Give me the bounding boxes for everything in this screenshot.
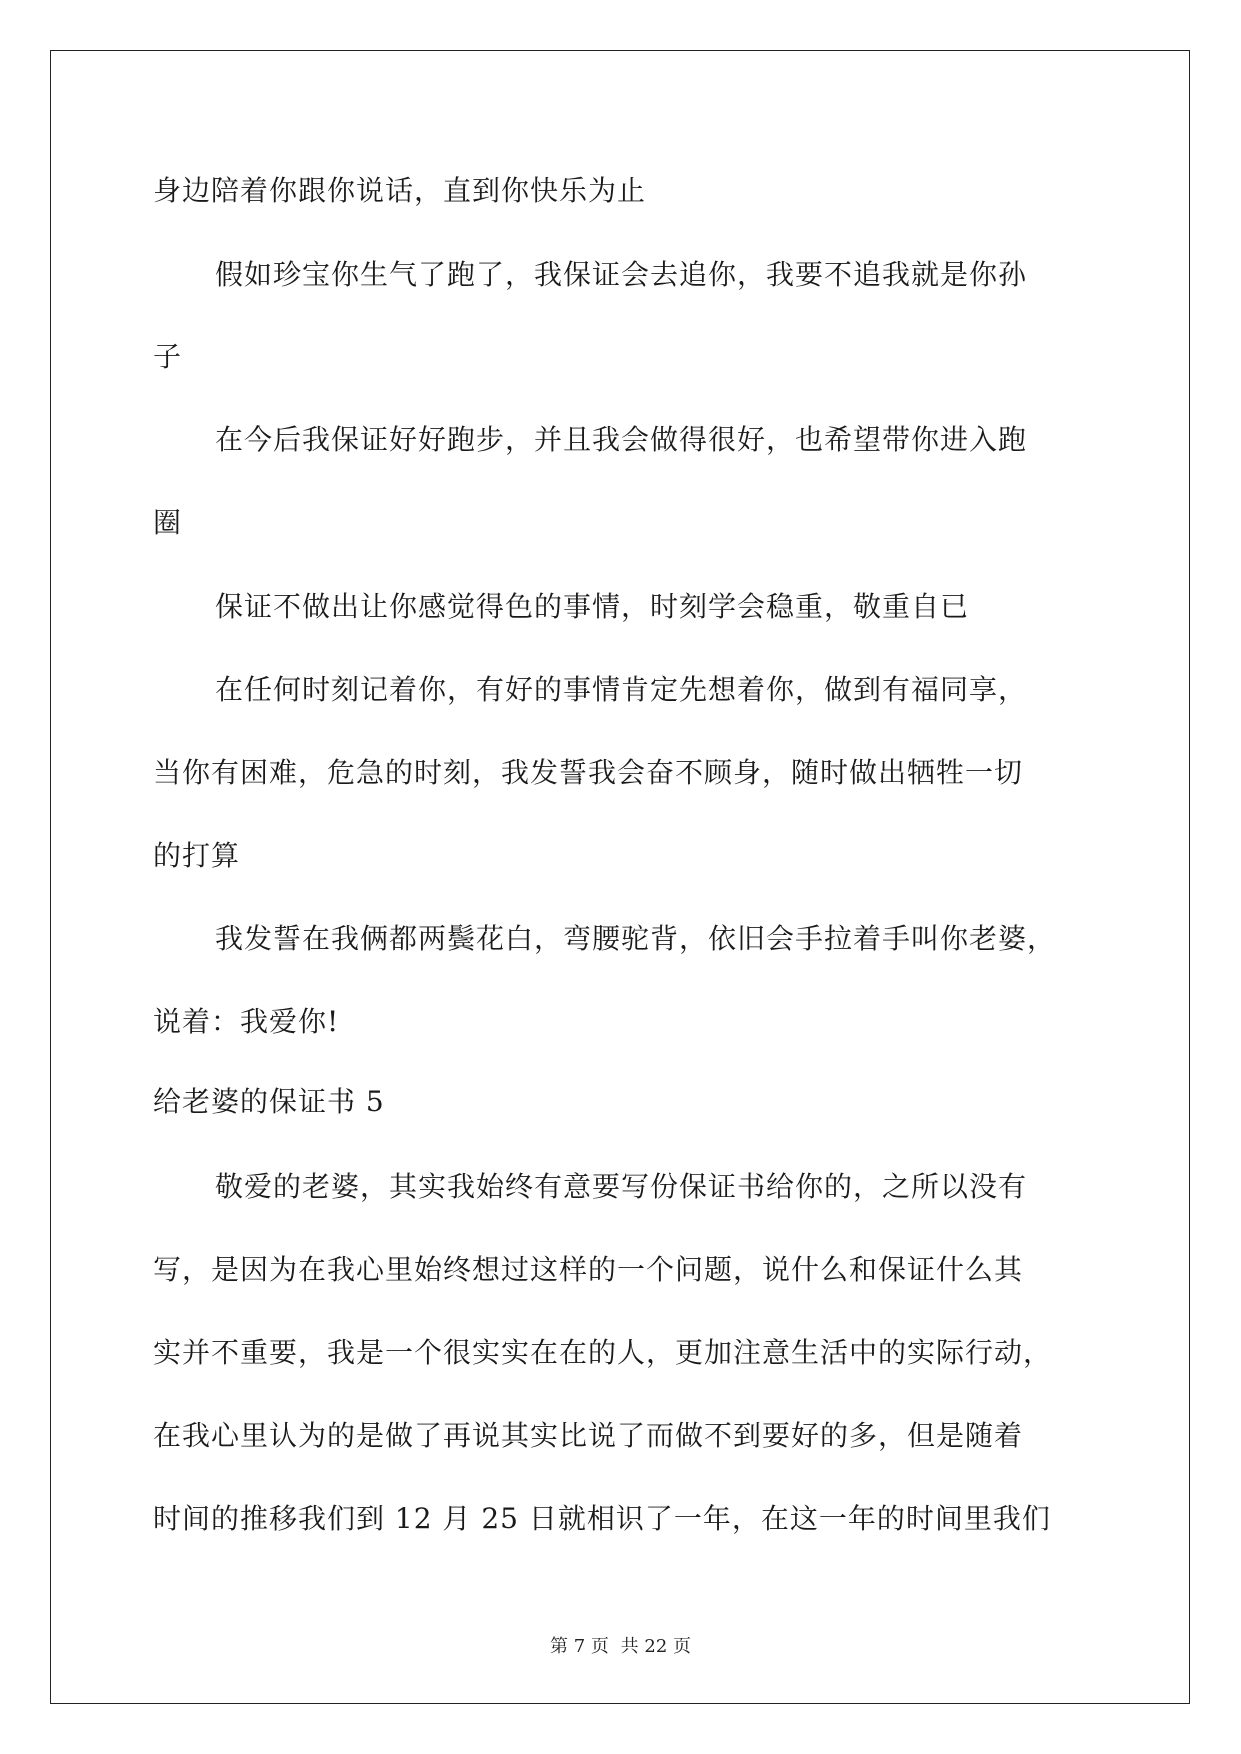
text-line: 在任何时刻记着你，有好的事情肯定先想着你，做到有福同享， <box>215 673 1028 706</box>
text-line: 子 <box>153 340 183 373</box>
text-line: 的打算 <box>153 839 241 872</box>
text-line: 在我心里认为的是做了再说其实比说了而做不到要好的多，但是随着 <box>153 1419 1024 1452</box>
text-line: 假如珍宝你生气了跑了，我保证会去追你，我要不追我就是你孙 <box>215 258 1028 291</box>
text-line: 当你有困难，危急的时刻，我发誓我会奋不顾身，随时做出牺牲一切 <box>153 756 1024 789</box>
page-number: 第 7 页 <box>550 1636 609 1657</box>
text-line: 实并不重要，我是一个很实实在在的人，更加注意生活中的实际行动， <box>153 1336 1053 1369</box>
page-footer <box>0 1632 1241 1658</box>
text-line: 保证不做出让你感觉得色的事情，时刻学会稳重，敬重自已 <box>215 590 970 623</box>
text-line: 我发誓在我俩都两鬓花白，弯腰驼背，依旧会手拉着手叫你老婆， <box>215 922 1057 955</box>
text-line: 敬爱的老婆，其实我始终有意要写份保证书给你的，之所以没有 <box>215 1170 1028 1203</box>
page-total: 共 22 页 <box>620 1636 691 1657</box>
text-line: 说着：我爱你! <box>153 1005 340 1038</box>
text-line: 写，是因为在我心里始终想过这样的一个问题，说什么和保证什么其 <box>153 1253 1024 1286</box>
section-heading: 给老婆的保证书 5 <box>153 1085 385 1118</box>
text-line: 时间的推移我们到 12 月 25 日就相识了一年，在这一年的时间里我们 <box>153 1502 1051 1535</box>
text-line: 在今后我保证好好跑步，并且我会做得很好，也希望带你进入跑 <box>215 423 1028 456</box>
page-border <box>50 50 1190 1704</box>
text-line: 圈 <box>153 506 183 539</box>
text-line: 身边陪着你跟你说话，直到你快乐为止 <box>153 174 647 207</box>
